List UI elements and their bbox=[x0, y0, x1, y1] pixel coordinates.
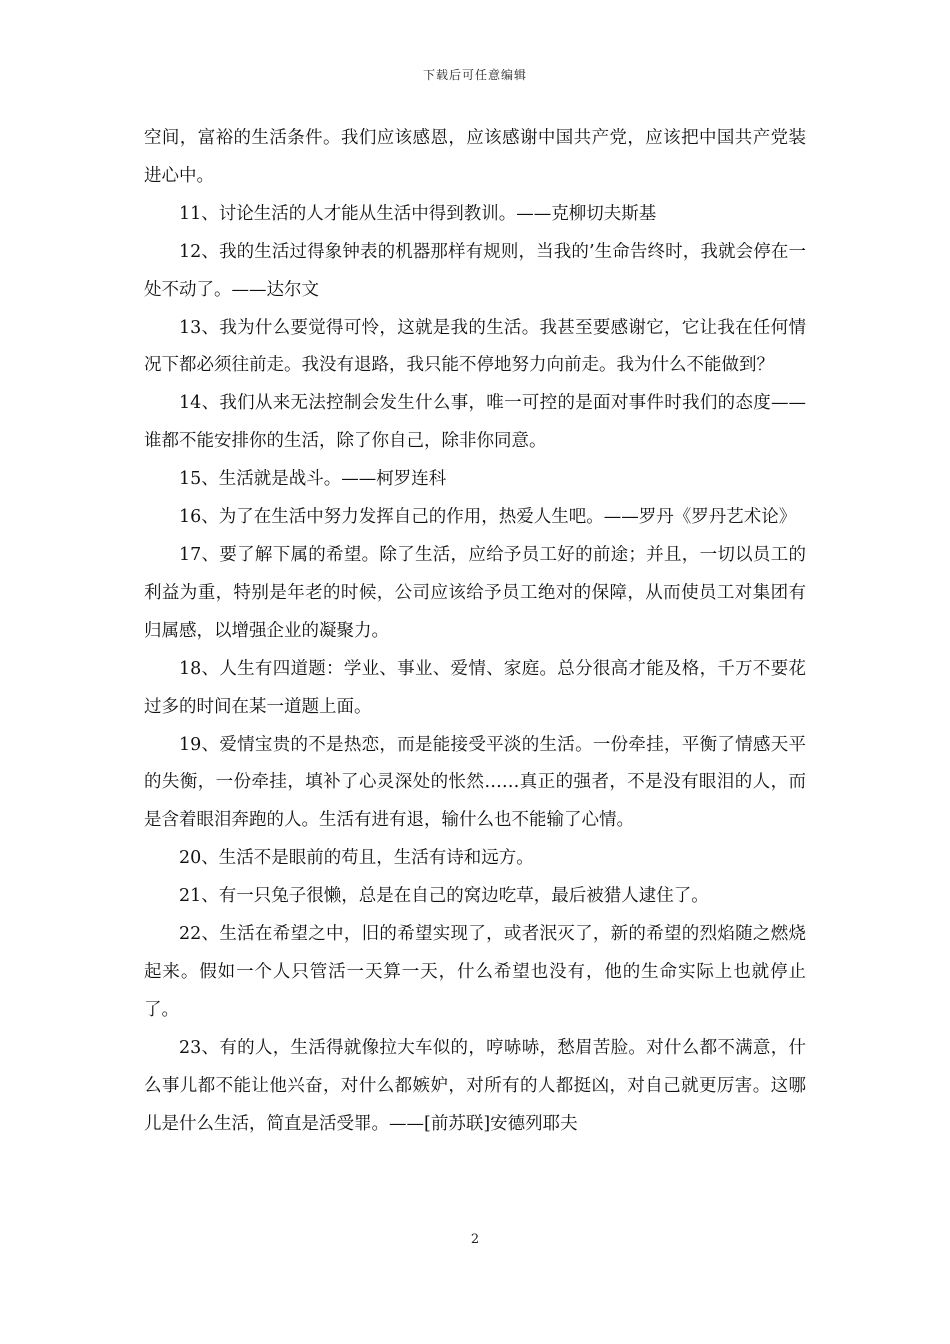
quote-paragraph-15: 15、生活就是战斗。——柯罗连科 bbox=[179, 469, 447, 490]
quote-paragraph-20: 20、生活不是眼前的苟且，生活有诗和远方。 bbox=[179, 848, 534, 869]
quote-paragraph-13: 13、我为什么要觉得可怜，这就是我的生活。我甚至要感谢它，它让我在任何情况下都必须往前走。我没有退路，我只能不停地努力向前走。我为什么不能做到？ bbox=[144, 317, 806, 376]
quote-paragraph-17: 17、要了解下属的希望。除了生活，应给予员工好的前途；并且，一切以员工的利益为重，特别是年老的时候，公司应该给予员工绝对的保障，从而使员工对集团有归属感，以增强企业的凝聚力。 bbox=[144, 544, 806, 641]
quote-paragraph-19: 19、爱情宝贵的不是热恋，而是能接受平淡的生活。一份牵挂，平衡了情感天平的失衡，一份牵挂，填补了心灵深处的怅然……真正的强者，不是没有眼泪的人，而是含着眼泪奔跑的人。生活有进有退，输什么也不能输了心情。 bbox=[144, 734, 806, 831]
page-number: 2 bbox=[470, 1232, 480, 1247]
quote-paragraph-12: 12、我的生活过得象钟表的机器那样有规则，当我的’生命告终时，我就会停在一处不动了。——达尔文 bbox=[144, 241, 806, 300]
quote-paragraph-16: 16、为了在生活中努力发挥自己的作用，热爱人生吧。——罗丹《罗丹艺术论》 bbox=[179, 507, 797, 528]
page-header: 下载后可任意编辑 bbox=[422, 68, 527, 82]
quote-paragraph-14: 14、我们从来无法控制会发生什么事，唯一可控的是面对事件时我们的态度——谁都不能安排你的生活，除了你自己，除非你同意。 bbox=[144, 393, 806, 452]
paragraph-continuation: 空间，富裕的生活条件。我们应该感恩，应该感谢中国共产党，应该把中国共产党装进心中。 bbox=[144, 128, 806, 186]
quote-paragraph-23: 23、有的人，生活得就像拉大车似的，哼哧哧，愁眉苦脸。对什么都不满意，什么事儿都不能让他兴奋，对什么都嫉妒，对所有的人都挺凶，对自己就更厉害。这哪儿是什么生活，简直是活受罪。——[前苏联]安德列耶夫 bbox=[144, 1037, 806, 1134]
quote-paragraph-21: 21、有一只兔子很懒，总是在自己的窝边吃草，最后被猎人逮住了。 bbox=[179, 886, 709, 907]
quote-paragraph-22: 22、生活在希望之中，旧的希望实现了，或者泯灭了，新的希望的烈焰随之燃烧起来。假如一个人只管活一天算一天，什么希望也没有，他的生命实际上也就停止了。 bbox=[144, 924, 806, 1020]
document-body bbox=[144, 120, 806, 1143]
quote-paragraph-18: 18、人生有四道题：学业、事业、爱情、家庭。总分很高才能及格，千万不要花过多的时间在某一道题上面。 bbox=[144, 658, 806, 717]
quote-paragraph-11: 11、讨论生活的人才能从生活中得到教训。——克柳切夫斯基 bbox=[179, 203, 657, 224]
